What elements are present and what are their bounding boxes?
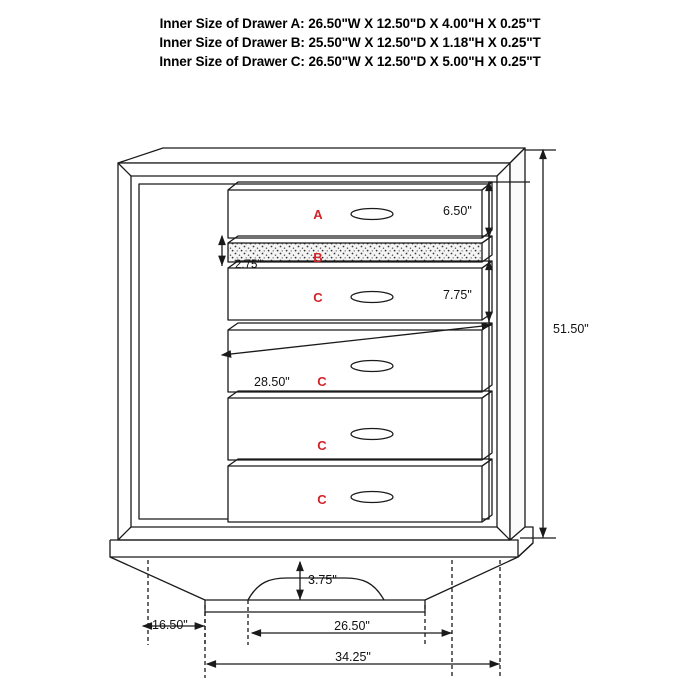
dim-label-drawer-b-height: 2.75" <box>235 259 262 271</box>
spec-line-drawer-b: Inner Size of Drawer B: 25.50"W X 12.50"D X 1.18"H X 0.25"T <box>159 35 541 50</box>
dim-label-overall-height: 51.50" <box>553 322 589 336</box>
dim-label-drawer-a-height: 6.50" <box>443 204 472 218</box>
dim-label-leg-height: 3.75" <box>308 573 337 587</box>
drawer-label-a: A <box>313 207 323 222</box>
drawer-label-b: B <box>313 250 323 265</box>
dim-label-base-width: 26.50" <box>334 619 370 633</box>
drawer-label-c4: C <box>317 492 327 507</box>
drawer-label-c3: C <box>317 438 327 453</box>
dim-label-drawer-c-height: 7.75" <box>443 288 472 302</box>
drawer-front-c4 <box>228 459 492 522</box>
dim-label-overall-width: 34.25" <box>335 650 371 664</box>
drawer-label-c1: C <box>313 290 323 305</box>
dim-label-depth: 16.50" <box>152 618 188 632</box>
spec-line-drawer-a: Inner Size of Drawer A: 26.50"W X 12.50"D X 4.00"H X 0.25"T <box>159 16 541 31</box>
drawer-label-c2: C <box>317 374 327 389</box>
cabinet-base <box>110 527 533 612</box>
spec-line-drawer-c: Inner Size of Drawer C: 26.50"W X 12.50"D X 5.00"H X 0.25"T <box>159 54 541 69</box>
dim-label-drawer-width: 28.50" <box>254 375 290 389</box>
drawer-front-c3 <box>228 391 492 460</box>
